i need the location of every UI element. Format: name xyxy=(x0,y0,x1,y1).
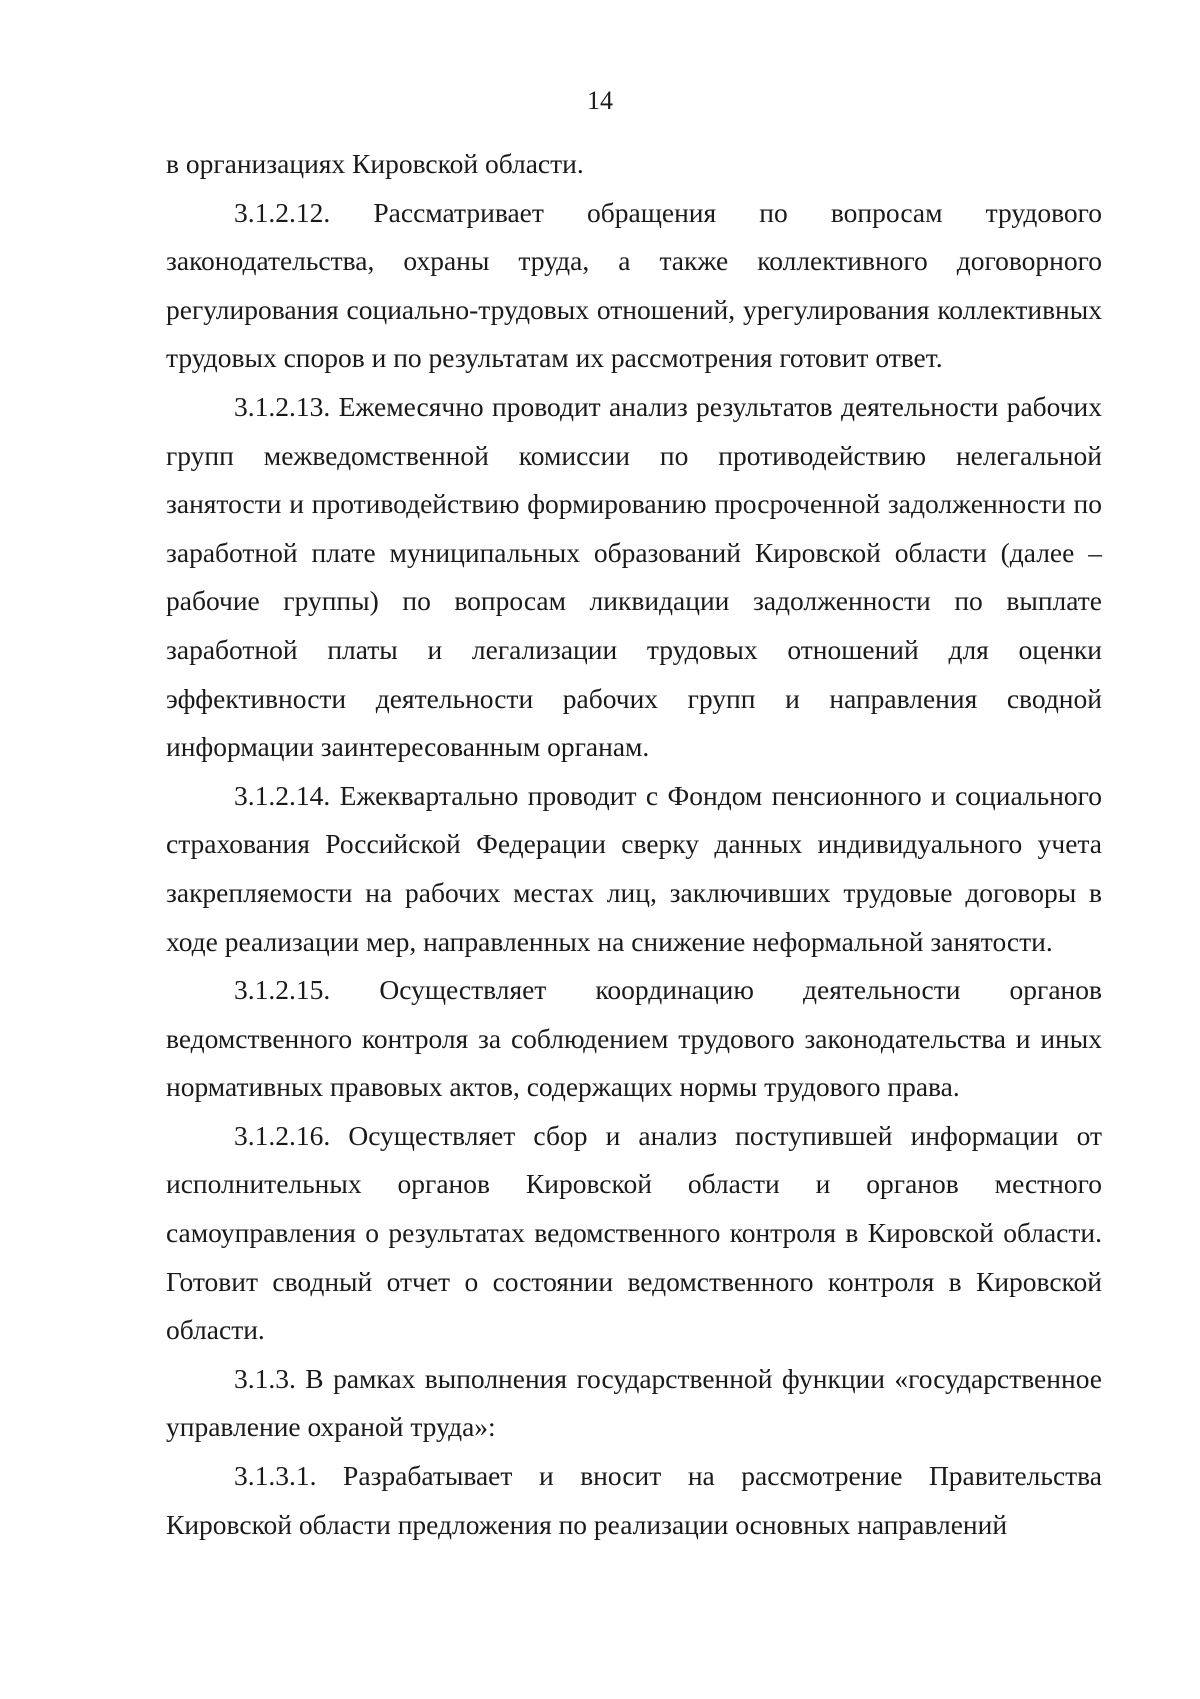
paragraph-3-1-2-15: 3.1.2.15. Осуществляет координацию деятельности органов ведомственного контроля за соблюдением трудового законодательства и иных нормативных правовых актов, содержащих нормы трудового права. xyxy=(166,974,1102,1103)
paragraph-3-1-2-14: 3.1.2.14. Ежеквартально проводит с Фондом пенсионного и социального страхования Российской Федерации сверку данных индивидуального учета закрепляемости на рабочих местах лиц, заключивших трудовые договоры в ходе реализации мер, направленных на снижение неформальной занятости. xyxy=(166,779,1102,957)
paragraph-3-1-2-16: 3.1.2.16. Осуществляет сбор и анализ поступившей информации от исполнительных органов Кировской области и органов местного самоуправления о результатах ведомственного контроля в Кировской области. Готовит сводный отчет о состоянии ведомственного контроля в Кировской области. xyxy=(166,1119,1102,1346)
paragraph-3-1-2-12: 3.1.2.12. Рассматривает обращения по вопросам трудового законодательства, охраны труда, а также коллективного договорного регулирования социально-трудовых отношений, урегулирования коллективных трудовых споров и по результатам их рассмотрения готовит ответ. xyxy=(166,196,1102,374)
paragraph-3-1-3-1: 3.1.3.1. Разрабатывает и вносит на рассмотрение Правительства Кировской области предложения по реализации основных направлений xyxy=(166,1460,1102,1540)
paragraph-3-1-2-13: 3.1.2.13. Ежемесячно проводит анализ результатов деятельности рабочих групп межведомственной комиссии по противодействию нелегальной занятости и противодействию формированию просроченной задолженности по заработной плате муниципальных образований Кировской области (далее – рабочие группы) по вопросам ликвидации задолженности по выплате заработной платы и легализации трудовых отношений для оценки эффективности деятельности рабочих групп и направления сводной информации заинтересованным органам. xyxy=(166,390,1102,763)
page-number: 14 xyxy=(587,86,613,115)
paragraph-3-1-3: 3.1.3. В рамках выполнения государственной функции «государственное управление охраной труда»: xyxy=(166,1362,1102,1443)
document-body xyxy=(166,140,1102,1549)
paragraph-continuation: в организациях Кировской области. xyxy=(166,148,584,179)
